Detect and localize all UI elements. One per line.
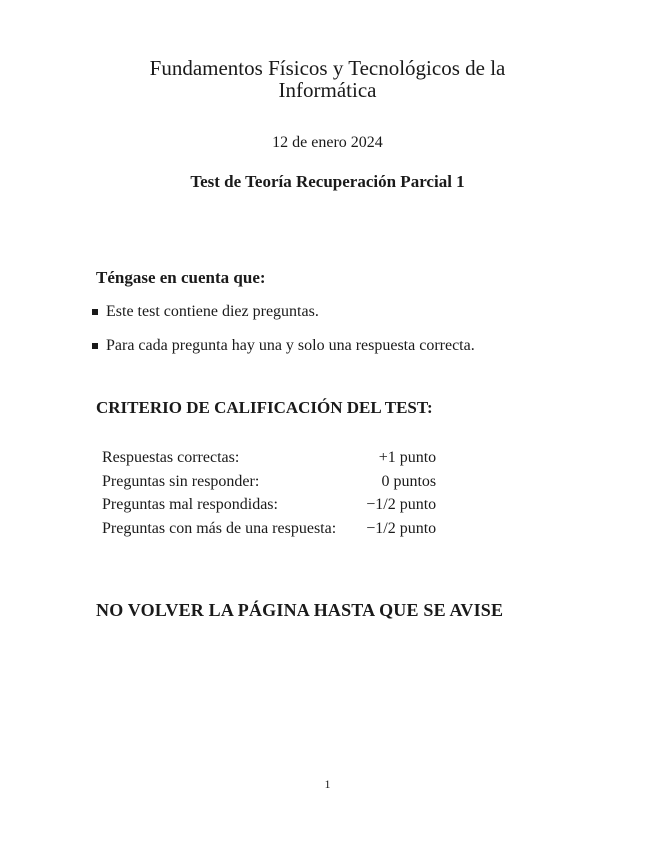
exam-date: 12 de enero 2024: [272, 134, 383, 151]
criteria-value: −1/2 punto: [366, 519, 437, 537]
page-number: 1: [324, 777, 331, 791]
title-line-2: Informática: [278, 78, 377, 102]
table-row: [102, 517, 436, 541]
criteria-value: 0 puntos: [381, 472, 437, 490]
list-item-text: Para cada pregunta hay una y solo una respuesta correcta.: [106, 337, 475, 354]
notes-heading: Téngase en cuenta que:: [96, 268, 266, 287]
list-item-text: Este test contiene diez preguntas.: [106, 303, 319, 320]
criteria-value: +1 punto: [378, 449, 437, 466]
document-title: [0, 57, 655, 101]
warning-notice: NO VOLVER LA PÁGINA HASTA QUE SE AVISE: [96, 600, 504, 620]
title-line-1: Fundamentos Físicos y Tecnológicos de la: [149, 56, 506, 80]
table-row: [102, 493, 436, 517]
criteria-label: Respuestas correctas:: [102, 449, 240, 466]
criteria-label: Preguntas mal respondidas:: [102, 496, 278, 513]
notes-list: [92, 300, 475, 368]
bullet-square-icon: [92, 309, 98, 315]
table-row: [102, 470, 436, 494]
table-row: [102, 446, 436, 470]
grading-table: [102, 446, 436, 540]
criteria-label: Preguntas con más de una respuesta:: [102, 519, 337, 537]
exam-subtitle: Test de Teoría Recuperación Parcial 1: [190, 172, 465, 191]
criteria-label: Preguntas sin responder:: [102, 472, 260, 490]
criteria-heading: CRITERIO DE CALIFICACIÓN DEL TEST:: [96, 398, 433, 417]
bullet-square-icon: [92, 343, 98, 349]
list-item: [92, 334, 475, 368]
list-item: [92, 300, 475, 334]
criteria-value: −1/2 punto: [366, 496, 437, 513]
